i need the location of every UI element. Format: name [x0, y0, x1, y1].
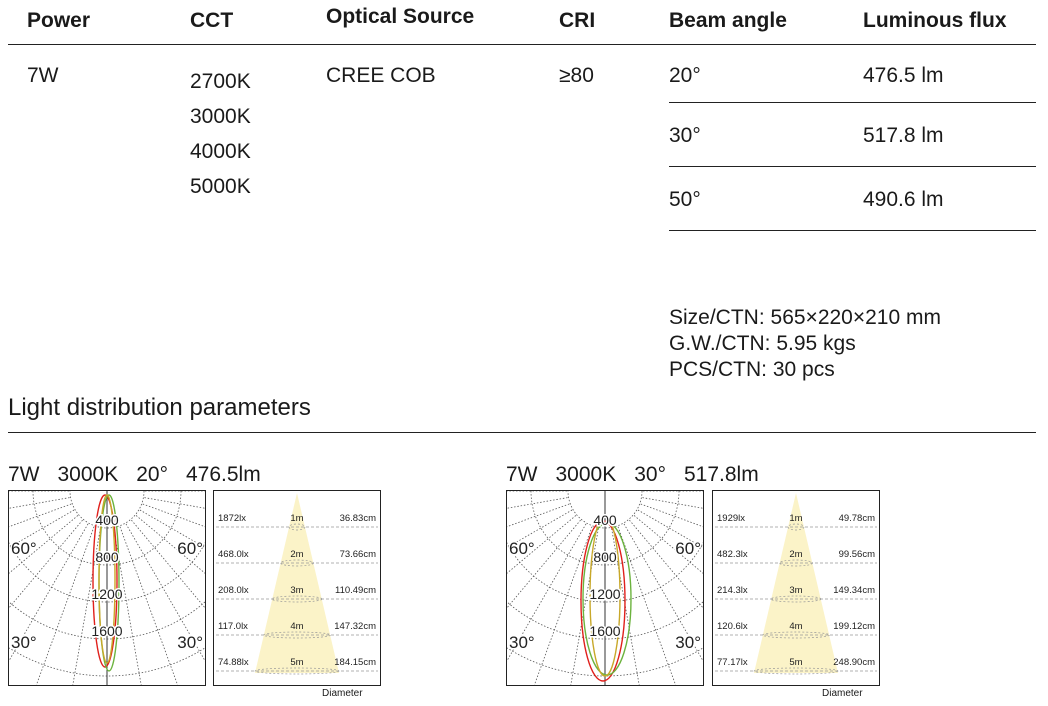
- cct-value: 4000K: [190, 140, 251, 163]
- caption-flux: 476.5lm: [186, 463, 261, 486]
- header-power: Power: [27, 9, 91, 32]
- header-divider: [8, 44, 1036, 45]
- row-divider: [669, 230, 1036, 231]
- diameter-value: 184.15cm: [334, 657, 376, 668]
- caption-angle: 20°: [136, 463, 168, 486]
- lux-value: 120.6lx: [717, 621, 748, 632]
- lux-value: 1929lx: [717, 513, 745, 524]
- distance-value: 3m: [789, 585, 803, 596]
- cell-cri: ≥80: [559, 64, 594, 87]
- angle-label: 30°: [509, 633, 535, 652]
- illuminance-table: [712, 490, 880, 686]
- distance-value: 1m: [290, 513, 304, 524]
- cell-beam-angle: 20°: [669, 64, 701, 87]
- illuminance-table: [213, 490, 381, 686]
- radial-label: 800: [95, 549, 119, 565]
- polar-chart: [9, 491, 205, 685]
- polar-diagram: [8, 490, 206, 686]
- packing-gross-weight: G.W./CTN: 5.95 kgs: [669, 332, 856, 355]
- diameter-value: 110.49cm: [334, 585, 376, 596]
- radial-label: 400: [593, 512, 617, 528]
- lux-value: 77.17lx: [717, 657, 748, 668]
- caption-power: 7W: [506, 463, 538, 486]
- diameter-value: 73.66cm: [339, 549, 376, 560]
- polar-diagram: [506, 490, 704, 686]
- caption-cct: 3000K: [57, 463, 119, 486]
- header-luminous-flux: Luminous flux: [863, 9, 1007, 32]
- angle-label: 30°: [11, 633, 37, 652]
- radial-label: 800: [593, 549, 617, 565]
- cell-luminous-flux: 517.8 lm: [863, 124, 944, 147]
- distance-value: 1m: [789, 513, 803, 524]
- diameter-value: 149.34cm: [833, 585, 875, 596]
- cell-luminous-flux: 490.6 lm: [863, 188, 944, 211]
- diameter-label: Diameter: [322, 688, 363, 699]
- cell-optical-source: CREE COB: [326, 64, 436, 87]
- packing-info: [669, 305, 941, 383]
- cct-value: 3000K: [190, 105, 251, 128]
- lux-value: 482.3lx: [717, 549, 748, 560]
- section-title: Light distribution parameters: [8, 394, 311, 421]
- diameter-value: 99.56cm: [838, 549, 875, 560]
- lux-value: 214.3lx: [717, 585, 748, 596]
- packing-size: Size/CTN: 565×220×210 mm: [669, 306, 941, 329]
- diameter-value: 36.83cm: [339, 513, 376, 524]
- distance-value: 4m: [290, 621, 304, 632]
- lux-value: 1872lx: [218, 513, 246, 524]
- angle-label: 60°: [675, 539, 701, 558]
- cell-cct: [190, 64, 251, 204]
- cct-value: 5000K: [190, 175, 251, 198]
- row-divider: [669, 166, 1036, 167]
- header-cct: CCT: [190, 9, 234, 32]
- polar-chart: [507, 491, 703, 685]
- radial-label: 1200: [589, 586, 621, 602]
- illuminance-cone: [713, 491, 879, 685]
- diameter-value: 147.32cm: [334, 621, 376, 632]
- section-divider: [8, 432, 1036, 433]
- angle-label: 30°: [177, 633, 203, 652]
- radial-label: 1200: [91, 586, 123, 602]
- radial-label: 1600: [91, 623, 123, 639]
- lux-value: 117.0lx: [218, 621, 248, 632]
- distance-value: 5m: [290, 657, 304, 668]
- diagram-caption: [8, 463, 279, 487]
- diameter-value: 199.12cm: [833, 621, 875, 632]
- radial-label: 400: [95, 512, 119, 528]
- header-optical-source: Optical Source: [326, 5, 475, 28]
- cell-beam-angle: 30°: [669, 124, 701, 147]
- caption-cct: 3000K: [555, 463, 617, 486]
- diameter-value: 49.78cm: [838, 513, 875, 524]
- distance-value: 3m: [290, 585, 304, 596]
- diameter-label: Diameter: [822, 688, 863, 699]
- illuminance-cone: [214, 491, 380, 685]
- lux-value: 74.88lx: [218, 657, 249, 668]
- distance-value: 2m: [290, 549, 304, 560]
- angle-label: 30°: [675, 633, 701, 652]
- header-cri: CRI: [559, 9, 596, 32]
- angle-label: 60°: [177, 539, 203, 558]
- lux-value: 208.0lx: [218, 585, 249, 596]
- caption-angle: 30°: [634, 463, 666, 486]
- header-beam-angle: Beam angle: [669, 9, 787, 32]
- cct-value: 2700K: [190, 70, 251, 93]
- grid-spoke: [114, 528, 153, 685]
- angle-label: 60°: [11, 539, 37, 558]
- cell-luminous-flux: 476.5 lm: [863, 64, 944, 87]
- distance-value: 4m: [789, 621, 803, 632]
- lux-value: 468.0lx: [218, 549, 249, 560]
- caption-flux: 517.8lm: [684, 463, 759, 486]
- distance-value: 5m: [789, 657, 803, 668]
- caption-power: 7W: [8, 463, 40, 486]
- diameter-value: 248.90cm: [833, 657, 875, 668]
- row-divider: [669, 102, 1036, 103]
- radial-label: 1600: [589, 623, 621, 639]
- distance-value: 2m: [789, 549, 803, 560]
- angle-label: 60°: [509, 539, 535, 558]
- cell-power: 7W: [27, 64, 59, 87]
- packing-pcs: PCS/CTN: 30 pcs: [669, 358, 835, 381]
- diagram-caption: [506, 463, 777, 487]
- cell-beam-angle: 50°: [669, 188, 701, 211]
